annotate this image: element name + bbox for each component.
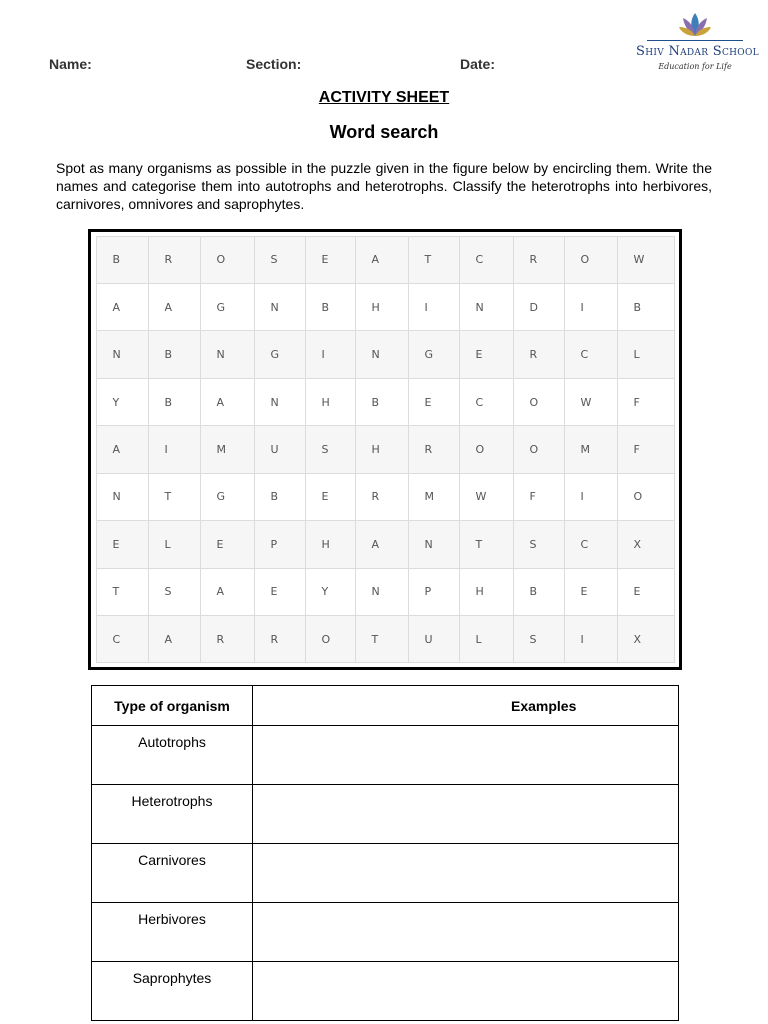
- organism-table: [91, 685, 679, 1021]
- puzzle-letter[interactable]: O: [459, 425, 514, 473]
- puzzle-letter[interactable]: L: [148, 520, 201, 568]
- puzzle-letter[interactable]: O: [200, 236, 255, 284]
- puzzle-letter[interactable]: O: [617, 473, 675, 521]
- puzzle-letter[interactable]: F: [617, 378, 675, 426]
- puzzle-letter[interactable]: B: [148, 330, 201, 378]
- puzzle-letter[interactable]: I: [564, 473, 618, 521]
- puzzle-letter[interactable]: Y: [305, 568, 356, 616]
- puzzle-letter[interactable]: C: [96, 615, 149, 663]
- logo-school-name: Shiv Nadar School: [636, 44, 759, 59]
- row-type-herbivores: Herbivores: [92, 903, 253, 962]
- puzzle-letter[interactable]: E: [305, 236, 356, 284]
- instructions-text: Spot as many organisms as possible in the puzzle given in the figure below by encircling them. Write the names and categorise them into autotrophs and heterotrophs. Classify the heterotrophs into herbivores, carnivores, omnivores and saprophytes.: [56, 160, 712, 212]
- puzzle-letter[interactable]: A: [96, 425, 149, 473]
- puzzle-letter[interactable]: E: [617, 568, 675, 616]
- puzzle-letter[interactable]: E: [254, 568, 306, 616]
- puzzle-letter[interactable]: T: [148, 473, 201, 521]
- puzzle-letter[interactable]: X: [617, 615, 675, 663]
- puzzle-letter[interactable]: E: [408, 378, 460, 426]
- table-header-row: [92, 686, 679, 726]
- puzzle-letter[interactable]: A: [148, 283, 201, 331]
- puzzle-letter[interactable]: S: [513, 520, 565, 568]
- puzzle-letter[interactable]: M: [408, 473, 460, 521]
- puzzle-letter[interactable]: R: [408, 425, 460, 473]
- examples-field[interactable]: [253, 844, 679, 903]
- puzzle-letter[interactable]: S: [148, 568, 201, 616]
- puzzle-letter[interactable]: G: [254, 330, 306, 378]
- puzzle-letter[interactable]: I: [148, 425, 201, 473]
- date-label: Date:: [460, 56, 496, 72]
- puzzle-letter[interactable]: I: [305, 330, 356, 378]
- puzzle-letter[interactable]: T: [459, 520, 514, 568]
- activity-sheet-title: ACTIVITY SHEET: [318, 89, 450, 106]
- logo-rule: [647, 40, 743, 41]
- table-row: [92, 903, 679, 962]
- puzzle-letter[interactable]: C: [564, 330, 618, 378]
- puzzle-letter[interactable]: B: [617, 283, 675, 331]
- examples-field[interactable]: [253, 785, 679, 844]
- puzzle-letter[interactable]: I: [408, 283, 460, 331]
- puzzle-letter[interactable]: A: [355, 520, 409, 568]
- puzzle-letter[interactable]: H: [305, 378, 356, 426]
- puzzle-letter[interactable]: B: [305, 283, 356, 331]
- puzzle-letter[interactable]: N: [355, 330, 409, 378]
- puzzle-letter[interactable]: T: [408, 236, 460, 284]
- puzzle-grid: [96, 236, 674, 663]
- puzzle-letter[interactable]: X: [617, 520, 675, 568]
- puzzle-letter[interactable]: H: [355, 283, 409, 331]
- puzzle-letter[interactable]: H: [459, 568, 514, 616]
- examples-header: Examples: [253, 686, 679, 726]
- puzzle-letter[interactable]: R: [148, 236, 201, 284]
- puzzle-letter[interactable]: P: [254, 520, 306, 568]
- puzzle-letter[interactable]: C: [459, 236, 514, 284]
- examples-field[interactable]: [253, 962, 679, 1021]
- puzzle-letter[interactable]: A: [96, 283, 149, 331]
- row-type-saprophytes: Saprophytes: [92, 962, 253, 1021]
- puzzle-letter[interactable]: I: [564, 615, 618, 663]
- puzzle-letter[interactable]: S: [513, 615, 565, 663]
- puzzle-letter[interactable]: F: [513, 473, 565, 521]
- section-label: Section:: [246, 56, 302, 72]
- puzzle-letter[interactable]: R: [355, 473, 409, 521]
- row-type-carnivores: Carnivores: [92, 844, 253, 903]
- logo-tagline: Education for Life: [658, 62, 732, 71]
- puzzle-letter[interactable]: E: [96, 520, 149, 568]
- type-header: Type of organism: [92, 686, 253, 726]
- puzzle-letter[interactable]: P: [408, 568, 460, 616]
- puzzle-letter[interactable]: O: [305, 615, 356, 663]
- puzzle-letter[interactable]: N: [96, 330, 149, 378]
- puzzle-letter[interactable]: B: [148, 378, 201, 426]
- puzzle-letter[interactable]: M: [200, 425, 255, 473]
- puzzle-letter[interactable]: R: [513, 236, 565, 284]
- puzzle-letter[interactable]: G: [200, 283, 255, 331]
- puzzle-letter[interactable]: N: [96, 473, 149, 521]
- puzzle-letter[interactable]: C: [459, 378, 514, 426]
- puzzle-letter[interactable]: U: [408, 615, 460, 663]
- row-type-heterotrophs: Heterotrophs: [92, 785, 253, 844]
- puzzle-letter[interactable]: M: [564, 425, 618, 473]
- puzzle-letter[interactable]: W: [564, 378, 618, 426]
- puzzle-letter[interactable]: Y: [96, 378, 149, 426]
- puzzle-letter[interactable]: G: [408, 330, 460, 378]
- puzzle-letter[interactable]: B: [513, 568, 565, 616]
- word-search-puzzle: [88, 229, 682, 670]
- puzzle-letter[interactable]: A: [200, 378, 255, 426]
- puzzle-letter[interactable]: C: [564, 520, 618, 568]
- puzzle-letter[interactable]: F: [617, 425, 675, 473]
- table-row: [92, 785, 679, 844]
- puzzle-letter[interactable]: E: [200, 520, 255, 568]
- puzzle-letter[interactable]: N: [200, 330, 255, 378]
- puzzle-letter[interactable]: W: [617, 236, 675, 284]
- puzzle-letter[interactable]: N: [459, 283, 514, 331]
- table-row: [92, 844, 679, 903]
- name-label: Name:: [49, 56, 92, 72]
- puzzle-letter[interactable]: E: [564, 568, 618, 616]
- puzzle-letter[interactable]: A: [355, 236, 409, 284]
- puzzle-letter[interactable]: L: [459, 615, 514, 663]
- puzzle-letter[interactable]: N: [408, 520, 460, 568]
- school-logo: [636, 12, 759, 92]
- row-type-autotrophs: Autotrophs: [92, 726, 253, 785]
- puzzle-letter[interactable]: T: [355, 615, 409, 663]
- puzzle-letter[interactable]: B: [254, 473, 306, 521]
- puzzle-letter[interactable]: A: [200, 568, 255, 616]
- puzzle-letter[interactable]: A: [148, 615, 201, 663]
- puzzle-letter[interactable]: N: [254, 378, 306, 426]
- puzzle-letter[interactable]: W: [459, 473, 514, 521]
- lotus-icon: [678, 12, 712, 38]
- puzzle-letter[interactable]: D: [513, 283, 565, 331]
- puzzle-letter[interactable]: S: [305, 425, 356, 473]
- table-row: [92, 726, 679, 785]
- puzzle-letter[interactable]: E: [459, 330, 514, 378]
- puzzle-letter[interactable]: S: [254, 236, 306, 284]
- puzzle-letter[interactable]: L: [617, 330, 675, 378]
- examples-field[interactable]: [253, 903, 679, 962]
- puzzle-letter[interactable]: N: [355, 568, 409, 616]
- puzzle-letter[interactable]: R: [513, 330, 565, 378]
- puzzle-letter[interactable]: O: [564, 236, 618, 284]
- puzzle-letter[interactable]: H: [355, 425, 409, 473]
- puzzle-letter[interactable]: O: [513, 425, 565, 473]
- puzzle-letter[interactable]: B: [96, 236, 149, 284]
- puzzle-letter[interactable]: E: [305, 473, 356, 521]
- puzzle-letter[interactable]: G: [200, 473, 255, 521]
- puzzle-letter[interactable]: O: [513, 378, 565, 426]
- puzzle-letter[interactable]: R: [254, 615, 306, 663]
- puzzle-letter[interactable]: U: [254, 425, 306, 473]
- puzzle-letter[interactable]: B: [355, 378, 409, 426]
- puzzle-letter[interactable]: I: [564, 283, 618, 331]
- table-row: [92, 962, 679, 1021]
- puzzle-letter[interactable]: H: [305, 520, 356, 568]
- puzzle-letter[interactable]: T: [96, 568, 149, 616]
- puzzle-letter[interactable]: R: [200, 615, 255, 663]
- puzzle-letter[interactable]: N: [254, 283, 306, 331]
- word-search-title: Word search: [329, 122, 439, 142]
- examples-field[interactable]: [253, 726, 679, 785]
